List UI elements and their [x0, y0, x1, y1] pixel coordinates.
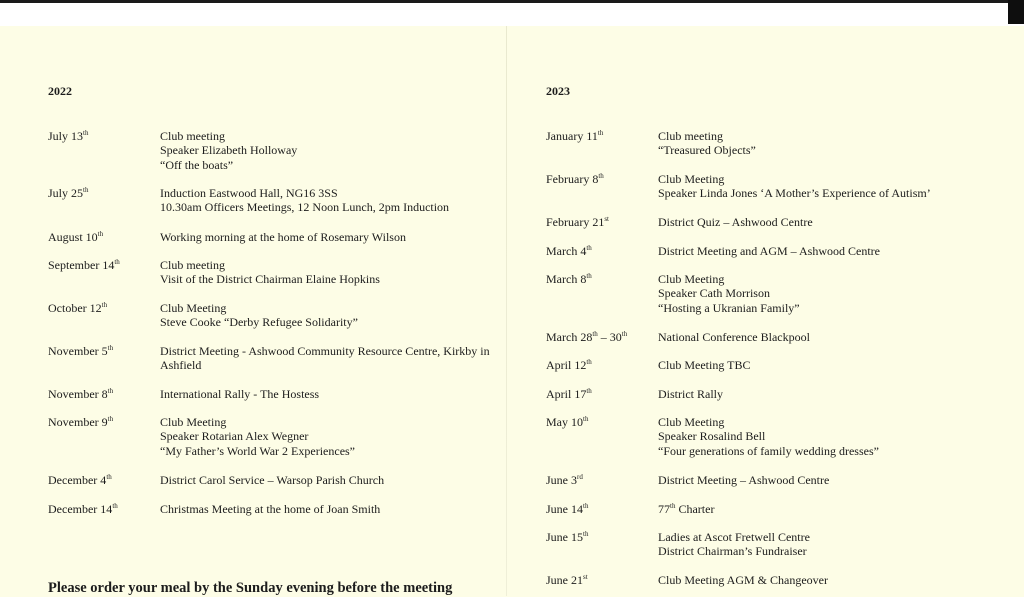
date-ordinal: th [583, 415, 589, 423]
event-date [546, 330, 627, 344]
date-ordinal: th [107, 415, 114, 423]
date-text: March 28 [546, 330, 593, 344]
date-text: February 8 [546, 172, 599, 186]
description-line: Club Meeting [160, 415, 227, 429]
page-fold [506, 26, 507, 596]
description-text: Charter [675, 502, 715, 516]
event-date [48, 415, 113, 429]
description-line: Ladies at Ascot Fretwell Centre [658, 530, 810, 544]
description-line: District Meeting and AGM – Ashwood Centre [658, 244, 880, 258]
event-description [658, 129, 1008, 158]
date-ordinal: th [586, 358, 592, 366]
event-description [658, 330, 1008, 344]
date-text: August 10 [48, 230, 98, 244]
date-ordinal: th [114, 258, 120, 266]
description-line: Speaker Linda Jones ‘A Mother’s Experience of Autism’ [658, 186, 931, 201]
event-date [546, 387, 592, 401]
date-ordinal: th [586, 272, 592, 280]
event-description [160, 258, 496, 287]
event-date [546, 129, 603, 143]
event-date [48, 230, 103, 244]
event-description [160, 415, 496, 458]
date-ordinal: st [583, 573, 588, 581]
event-date [546, 244, 592, 258]
event-date [48, 502, 118, 516]
meal-order-notice: Please order your meal by the Sunday evening before the meeting [48, 580, 453, 596]
date-ordinal: th [586, 244, 592, 252]
date-ordinal: th [592, 330, 598, 338]
event-description [160, 129, 496, 172]
scan-edge-line [0, 0, 1010, 3]
description-line: Working morning at the home of Rosemary Wilson [160, 230, 406, 244]
event-date [546, 272, 592, 286]
date-text: October 12 [48, 301, 102, 315]
scan-corner-mark [1008, 0, 1024, 24]
description-line: Club meeting [160, 129, 225, 143]
description-line: “Off the boats” [160, 157, 234, 172]
date-ordinal: th [598, 172, 604, 180]
description-line: “Treasured Objects” [658, 143, 756, 158]
date-text: November 9 [48, 415, 108, 429]
date-text: December 14 [48, 502, 113, 516]
description-line: Club Meeting [658, 172, 725, 186]
date-text: February 21 [546, 215, 605, 229]
date-text: November 8 [48, 387, 108, 401]
description-line: Speaker Cath Morrison [658, 286, 770, 301]
event-description [658, 244, 1008, 258]
date-ordinal: th [97, 230, 104, 238]
date-text: November 5 [48, 344, 108, 358]
event-date [48, 258, 120, 272]
event-description [658, 415, 1008, 458]
event-description [160, 473, 496, 487]
date-text: April 17 [546, 387, 587, 401]
event-date [48, 129, 88, 143]
event-date [546, 502, 588, 516]
event-description [658, 502, 1008, 516]
date-text: September 14 [48, 258, 115, 272]
event-date [546, 215, 609, 229]
description-line: District Carol Service – Warsop Parish Church [160, 473, 385, 487]
description-line: District Chairman’s Fundraiser [658, 544, 807, 559]
description-line: District Meeting - Ashwood Community Resource Centre, Kirkby in Ashfield [160, 344, 490, 373]
description-line: Club Meeting AGM & Changeover [658, 573, 828, 587]
date-text: June 15 [546, 530, 583, 544]
date-ordinal: th [583, 530, 589, 538]
description-line: Club Meeting [160, 301, 227, 315]
scan-top-margin [0, 0, 1024, 26]
date-text: May 10 [546, 415, 583, 429]
date-text: April 12 [546, 358, 587, 372]
event-date [546, 172, 604, 186]
event-description [160, 186, 496, 215]
event-description [658, 387, 1008, 401]
date-ordinal: th [83, 129, 89, 137]
event-date [546, 530, 588, 544]
year-heading: 2023 [546, 84, 570, 98]
description-line: Club Meeting TBC [658, 358, 751, 372]
date-text: June 14 [546, 502, 583, 516]
event-description [658, 215, 1008, 229]
description-line: International Rally - The Hostess [160, 387, 320, 401]
description-line: Club meeting [160, 258, 225, 272]
event-date [48, 387, 113, 401]
event-description [658, 473, 1008, 487]
event-description [160, 301, 496, 330]
event-date [48, 186, 88, 200]
event-date [546, 358, 592, 372]
date-text: March 8 [546, 272, 587, 286]
date-text: December 4 [48, 473, 107, 487]
description-line: 10.30am Officers Meetings, 12 Noon Lunch, 2pm Induction [160, 200, 450, 215]
event-date [546, 473, 583, 487]
date-text: July 25 [48, 186, 84, 200]
description-line: Steve Cooke “Derby Refugee Solidarity” [160, 315, 358, 330]
event-date [546, 415, 588, 429]
date-range-end: – 30 [597, 330, 622, 344]
date-ordinal: th [107, 344, 114, 352]
description-line: Speaker Rosalind Bell [658, 429, 766, 444]
date-ordinal: th [101, 301, 108, 309]
description-line: “Hosting a Ukranian Family” [658, 300, 800, 315]
event-description [658, 573, 1008, 587]
date-ordinal: th [83, 186, 89, 194]
description-line: Visit of the District Chairman Elaine Hopkins [160, 272, 380, 287]
description-line: Speaker Rotarian Alex Wegner [160, 429, 309, 444]
date-ordinal: rd [577, 473, 583, 481]
date-text: July 13 [48, 129, 84, 143]
date-ordinal: th [583, 502, 589, 510]
date-ordinal: th [106, 473, 112, 481]
date-text: June 21 [546, 573, 583, 587]
event-date [48, 473, 112, 487]
date-ordinal: th [597, 129, 604, 137]
event-description [658, 358, 1008, 372]
description-line: Club Meeting [658, 272, 725, 286]
date-ordinal: th [112, 502, 118, 510]
description-line: District Meeting – Ashwood Centre [658, 473, 830, 487]
date-ordinal: th [621, 330, 628, 338]
event-description [658, 272, 1008, 315]
description-line: “Four generations of family wedding dresses” [658, 443, 879, 458]
event-date [48, 301, 107, 315]
event-description [160, 344, 496, 373]
date-text: June 3 [546, 473, 577, 487]
description-number: 77 [658, 502, 670, 516]
description-line: Induction Eastwood Hall, NG16 3SS [160, 186, 338, 200]
date-text: March 4 [546, 244, 587, 258]
date-ordinal: st [604, 215, 609, 223]
description-line: Club Meeting [658, 415, 725, 429]
event-date [546, 573, 588, 587]
description-line: District Rally [658, 387, 723, 401]
description-line: District Quiz – Ashwood Centre [658, 215, 813, 229]
description-line: “My Father’s World War 2 Experiences” [160, 443, 356, 458]
event-description [160, 387, 496, 401]
event-description [160, 502, 496, 516]
description-line [658, 502, 1008, 516]
date-ordinal: th [586, 387, 592, 395]
event-date [48, 344, 113, 358]
description-line: Christmas Meeting at the home of Joan Smith [160, 502, 381, 516]
description-line: Speaker Elizabeth Holloway [160, 143, 298, 158]
description-line: Club meeting [658, 129, 723, 143]
event-description [160, 230, 496, 244]
event-description [658, 172, 1008, 201]
description-ordinal: th [670, 502, 676, 510]
date-ordinal: th [107, 387, 114, 395]
description-line: National Conference Blackpool [658, 330, 810, 344]
date-text: January 11 [546, 129, 598, 143]
event-description [658, 530, 1008, 559]
year-heading: 2022 [48, 84, 72, 98]
